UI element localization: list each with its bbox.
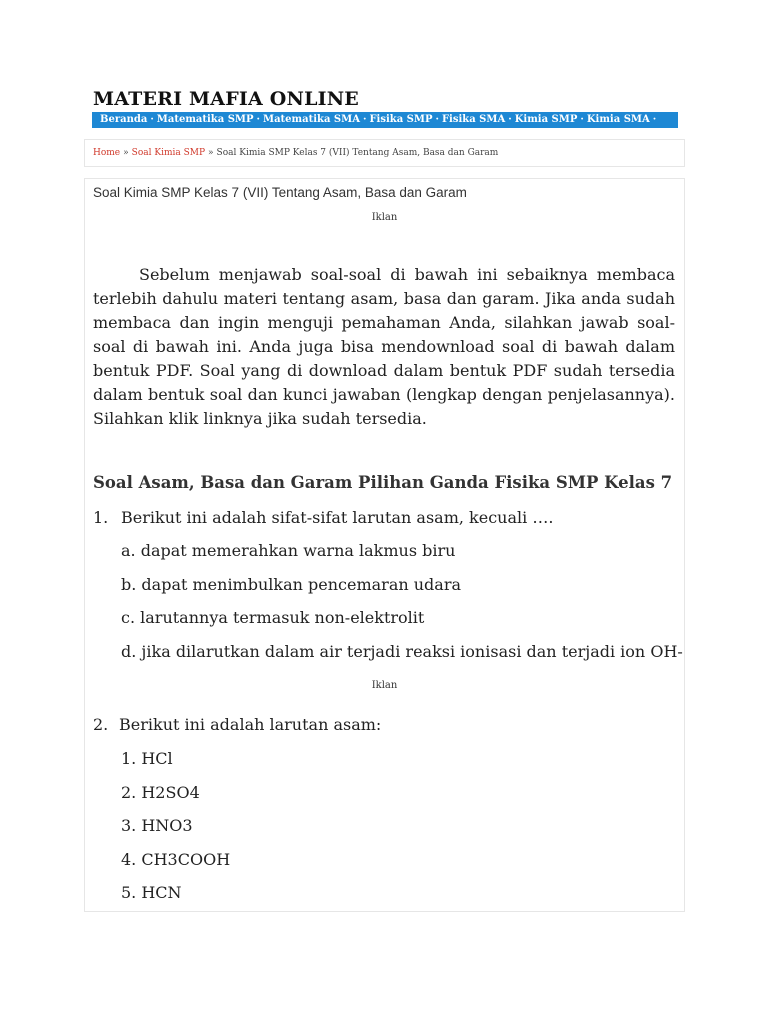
intro-paragraph: Sebelum menjawab soal-soal di bawah ini sebaiknya membaca terlebih dahulu materi tentang asam, basa dan garam. Jika anda sudah membaca dan ingin menguji pemahaman Anda, silahkan jawab soal-soal di bawah ini. Anda juga bisa mendownload soal di bawah dalam bentuk PDF. Soal yang di download dalam bentuk PDF sudah tersedia dalam bentuk soal dan kunci jawaban (lengkap dengan penjelasannya). Silahkan klik linknya jika sudah tersedia. [93, 265, 675, 428]
breadcrumb-current: Soal Kimia SMP Kelas 7 (VII) Tentang Asam, Basa dan Garam [216, 148, 499, 158]
main-nav [92, 112, 678, 128]
nav-item-fisika-sma[interactable]: Fisika SMA [441, 114, 506, 125]
list-item: 2. H2SO4 [121, 783, 200, 802]
list-item: 1. HCl [121, 749, 173, 768]
answer-option-d: d. jika dilarutkan dalam air terjadi reaksi ionisasi dan terjadi ion OH- [121, 642, 683, 661]
answer-option-c: c. larutannya termasuk non-elektrolit [121, 608, 425, 627]
nav-separator: · [435, 114, 439, 125]
nav-separator: · [580, 114, 584, 125]
nav-separator: · [508, 114, 512, 125]
nav-separator: · [652, 114, 657, 125]
nav-separator: · [256, 114, 260, 125]
nav-item-matematika-smp[interactable]: Matematika SMP [156, 114, 254, 125]
question-text: Berikut ini adalah larutan asam: [119, 715, 382, 734]
nav-item-matematika-sma[interactable]: Matematika SMA [263, 114, 360, 125]
nav-separator: · [150, 114, 154, 125]
breadcrumb [84, 139, 685, 167]
list-item: 4. CH3COOH [121, 850, 231, 869]
breadcrumb-category-link[interactable]: Soal Kimia SMP [131, 148, 206, 158]
ad-label: Iklan [371, 212, 398, 223]
answer-option-b: b. dapat menimbulkan pencemaran udara [121, 575, 462, 594]
section-heading: Soal Asam, Basa dan Garam Pilihan Ganda Fisika SMP Kelas 7 [93, 473, 673, 492]
breadcrumb-separator: » [208, 148, 214, 158]
list-item: 3. HNO3 [121, 816, 193, 835]
nav-separator: · [362, 114, 367, 125]
nav-item-kimia-sma[interactable]: Kimia SMA [586, 114, 650, 125]
question-number: 2. [93, 715, 109, 734]
ad-label-2: Iklan [371, 680, 398, 691]
question-1 [93, 508, 553, 527]
question-text: Berikut ini adalah sifat-sifat larutan asam, kecuali …. [121, 508, 554, 527]
nav-item-fisika-smp[interactable]: Fisika SMP [369, 114, 433, 125]
breadcrumb-home-link[interactable]: Home [93, 148, 121, 158]
list-item: 5. HCN [121, 883, 182, 902]
nav-item-kimia-smp[interactable]: Kimia SMP [514, 114, 578, 125]
post-title: Soal Kimia SMP Kelas 7 (VII) Tentang Asam, Basa dan Garam [93, 185, 467, 200]
question-number: 1. [93, 508, 109, 527]
breadcrumb-separator: » [123, 148, 129, 158]
site-title[interactable]: MATERI MAFIA ONLINE [93, 88, 359, 110]
question-2 [93, 715, 381, 734]
nav-item-beranda[interactable]: Beranda [100, 114, 148, 125]
answer-option-a: a. dapat memerahkan warna lakmus biru [121, 541, 456, 560]
